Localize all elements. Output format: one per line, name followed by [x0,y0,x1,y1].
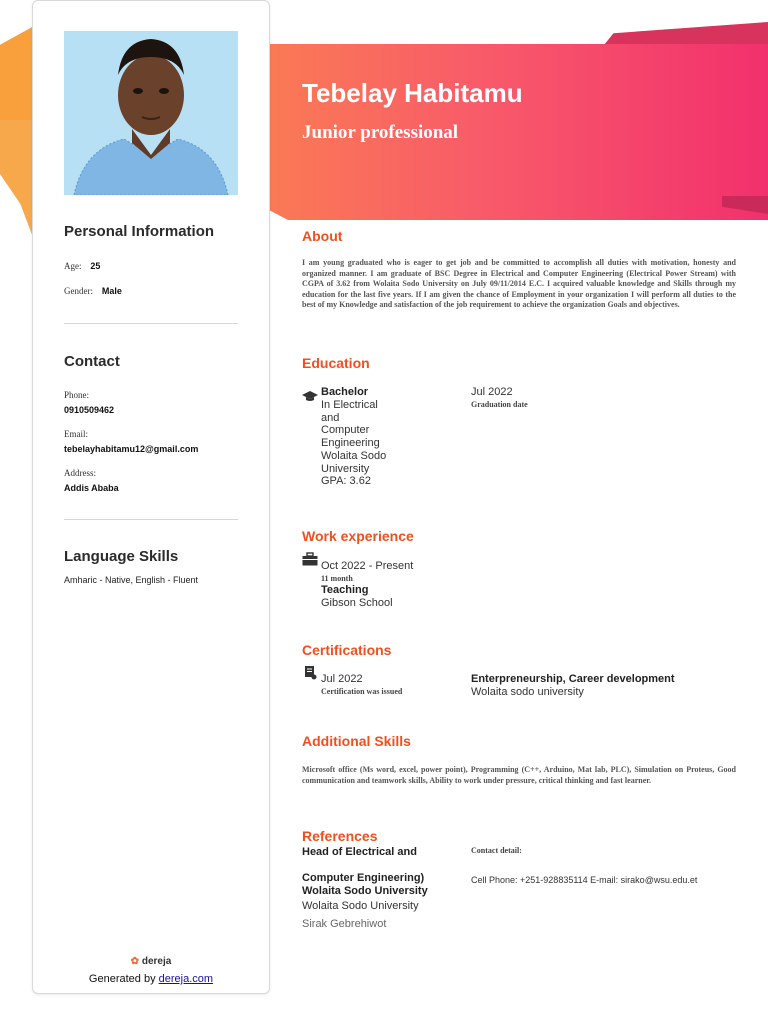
age-label: Age: [64,261,82,271]
phone-value[interactable]: 0910509462 [64,405,115,415]
dereja-logo-icon: ✿ [130,956,140,967]
candidate-title: Junior professional [302,122,459,143]
language-text: Amharic - Native, English - Fluent [64,575,199,585]
address-label: Address: [64,468,96,478]
education-line: Wolaita Sodo [321,449,387,462]
reference-organization: Wolaita Sodo University [302,900,419,912]
age-value: 25 [90,261,101,271]
left-decoration-top [0,26,34,120]
personal-info-heading: Personal Information [64,223,215,240]
language-heading: Language Skills [64,548,179,565]
work-role: Teaching [321,584,369,596]
work-heading: Work experience [302,528,414,544]
reference-contact-label: Contact detail: [471,846,522,855]
education-line: Engineering [321,437,380,450]
profile-photo [64,31,238,195]
dereja-logo-text: dereja [141,956,172,967]
certification-date: Jul 2022 [321,673,363,685]
address-value-row [64,478,119,496]
address-value: Addis Ababa [64,483,119,493]
left-decoration-bottom [0,120,34,240]
education-details [321,399,386,488]
education-line: Computer [321,424,370,437]
certification-date-label: Certification was issued [321,687,403,696]
gender-value: Male [101,286,122,296]
work-duration: 11 month [321,574,353,583]
phone-value-row [64,400,114,418]
phone-label: Phone: [64,390,90,400]
certifications-heading: Certifications [302,642,392,658]
certification-issuer: Wolaita sodo university [471,686,584,698]
email-value[interactable]: tebelayhabitamu12@gmail.com [64,444,199,454]
about-heading: About [302,228,343,244]
education-degree: Bachelor [321,386,369,398]
briefcase-icon [302,552,318,566]
age-row [64,256,100,274]
contact-heading: Contact [64,353,120,370]
reference-title-line2: Computer Engineering) [302,872,425,884]
education-line: GPA: 3.62 [321,475,371,488]
reference-person: Sirak Gebrehiwot [302,918,387,930]
work-period: Oct 2022 - Present [321,560,414,572]
generated-by [33,973,269,985]
email-value-row [64,439,198,457]
education-line: University [321,462,370,475]
certificate-icon [302,666,318,680]
skills-heading: Additional Skills [302,733,411,749]
about-text: I am young graduated who is eager to get job and be committed to accomplish all duties with motivation, honesty and organized manner. I am graduate of BSC Degree in Electrical and Computer Engineering (Electrical Power Stream) with CGPA of 3.62 from Wolaita Sodo University on July 09/11/2014 E.C. I acquired valuable knowledge and Skills through my education for the last five years. If I am given the chance of Employment in your organization I will perform all duties to the best of my Knowledge and satisfaction of the job requirement to achieve the organization Goals and objectives. [302,258,736,310]
reference-organization-bold: Wolaita Sodo University [302,885,428,897]
graduation-date: Jul 2022 [471,386,513,398]
dereja-link[interactable]: dereja.com [158,973,214,985]
certification-name: Enterpreneurship, Career development [471,673,675,685]
divider [64,519,238,520]
references-heading: References [302,828,378,844]
reference-contact: Cell Phone: +251-928835114 E-mail: sirako@wsu.edu.et [471,875,698,885]
reference-title-line1: Head of Electrical and [302,846,417,858]
email-label: Email: [64,429,88,439]
work-organization: Gibson School [321,597,393,609]
skills-text: Microsoft office (Ms word, excel, power point), Programming (C++, Arduino, Mat lab, PLC), Simulation on Proteus, Good communication and teamwork skills, Ability to work under pressure, critical thinking and fast learner. [302,765,736,785]
education-heading: Education [302,355,370,371]
dereja-logo [33,956,269,967]
graduation-date-label: Graduation date [471,400,528,409]
gender-row [64,281,122,299]
divider [64,323,238,324]
sidebar-card [32,0,270,994]
education-line: In Electrical [321,399,378,411]
candidate-name: Tebelay Habitamu [302,78,523,108]
gender-label: Gender: [64,286,93,296]
generated-by-text: Generated by [88,973,156,985]
graduation-cap-icon [302,389,318,403]
education-line: and [321,411,340,424]
